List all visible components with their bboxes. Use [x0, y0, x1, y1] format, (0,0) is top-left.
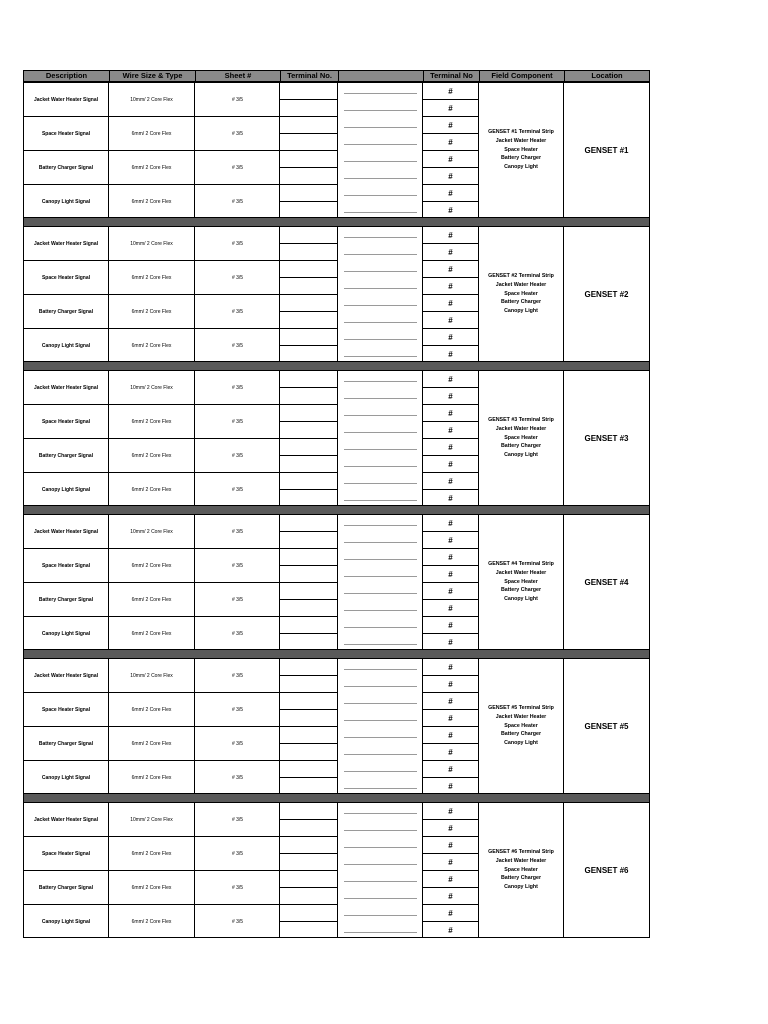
terminal-number-mark: #	[448, 281, 453, 291]
terminal-number-mark: #	[448, 86, 453, 96]
terminal-number-mark: #	[448, 586, 453, 596]
terminal-subdivider	[280, 260, 338, 261]
field-component-cell	[479, 659, 563, 793]
terminal-subdivider	[280, 616, 338, 617]
fill-in-line	[344, 144, 417, 145]
fill-in-line	[344, 322, 417, 323]
row-wire-size: 6mm/ 2 Core Flex	[131, 452, 172, 459]
terminal-number-mark: #	[448, 154, 453, 164]
header-location: Location	[564, 71, 649, 81]
row-sheet-number: # 3/5	[231, 528, 244, 535]
terminal-number-mark: #	[448, 552, 453, 562]
fill-in-line	[344, 737, 417, 738]
field-component-cell	[479, 227, 563, 361]
field-component-line: Space Heater	[504, 146, 538, 153]
location-cell: GENSET #2	[584, 289, 629, 299]
terminal-subdivider	[280, 438, 338, 439]
row-description: Jacket Water Heater Signal	[33, 816, 98, 823]
fill-in-line	[344, 754, 417, 755]
terminal-subdivider	[280, 472, 338, 473]
row-wire-size: 10mm/ 2 Core Flex	[130, 672, 173, 679]
row-wire-size: 6mm/ 2 Core Flex	[131, 706, 172, 713]
terminal-number-mark: #	[448, 103, 453, 113]
row-sheet-number: # 3/5	[231, 198, 244, 205]
block-separator	[23, 794, 650, 802]
row-description: Jacket Water Heater Signal	[33, 672, 98, 679]
terminal-subdivider	[280, 921, 338, 922]
row-wire-size: 6mm/ 2 Core Flex	[131, 562, 172, 569]
header-terminal-no-left: Terminal No.	[280, 71, 338, 81]
row-wire-size: 6mm/ 2 Core Flex	[131, 774, 172, 781]
field-component-line: GENSET #1 Terminal Strip	[488, 129, 554, 135]
terminal-number-mark: #	[448, 425, 453, 435]
field-component-line: Canopy Light	[504, 164, 538, 171]
row-sheet-number: # 3/5	[231, 96, 244, 103]
fill-in-line	[344, 788, 417, 789]
terminal-subdivider	[280, 387, 338, 388]
terminal-subdivider	[280, 836, 338, 837]
terminal-subdivider	[280, 116, 338, 117]
terminal-number-mark: #	[448, 391, 453, 401]
row-sheet-number: # 3/5	[231, 452, 244, 459]
terminal-number-mark: #	[448, 408, 453, 418]
terminal-number-mark: #	[448, 188, 453, 198]
fill-in-line	[344, 686, 417, 687]
terminal-subdivider	[280, 870, 338, 871]
fill-in-line	[344, 864, 417, 865]
field-component-line: Jacket Water Heater	[495, 857, 547, 864]
field-component-cell	[479, 83, 563, 217]
fill-in-line	[344, 525, 417, 526]
row-wire-size: 6mm/ 2 Core Flex	[131, 630, 172, 637]
row-wire-size: 6mm/ 2 Core Flex	[131, 918, 172, 925]
terminal-number-mark: #	[448, 857, 453, 867]
terminal-subdivider	[280, 489, 338, 490]
field-component-line: Jacket Water Heater	[495, 137, 547, 144]
terminal-number-mark: #	[448, 840, 453, 850]
terminal-subdivider	[280, 675, 338, 676]
field-component-line: Canopy Light	[504, 452, 538, 459]
genset-block	[23, 82, 650, 218]
terminal-subdivider	[280, 455, 338, 456]
fill-in-line	[344, 771, 417, 772]
fill-in-line	[344, 195, 417, 196]
row-sheet-number: # 3/5	[231, 596, 244, 603]
terminal-number-mark: #	[448, 171, 453, 181]
row-sheet-number: # 3/5	[231, 418, 244, 425]
block-separator	[23, 362, 650, 370]
field-component-line: Space Heater	[504, 290, 538, 297]
fill-in-line	[344, 813, 417, 814]
terminal-subdivider	[280, 294, 338, 295]
terminal-schedule-table	[23, 70, 650, 938]
field-component-line: Space Heater	[504, 722, 538, 729]
row-wire-size: 10mm/ 2 Core Flex	[130, 96, 173, 103]
row-wire-size: 6mm/ 2 Core Flex	[131, 308, 172, 315]
row-sheet-number: # 3/5	[231, 774, 244, 781]
row-sheet-number: # 3/5	[231, 850, 244, 857]
row-wire-size: 6mm/ 2 Core Flex	[131, 274, 172, 281]
field-component-line: Battery Charger	[500, 587, 542, 594]
genset-block	[23, 658, 650, 794]
field-component-line: Battery Charger	[500, 299, 542, 306]
fill-in-line	[344, 212, 417, 213]
fill-in-line	[344, 305, 417, 306]
terminal-number-mark: #	[448, 230, 453, 240]
terminal-subdivider	[280, 404, 338, 405]
terminal-number-mark: #	[448, 925, 453, 935]
fill-in-line	[344, 669, 417, 670]
row-wire-size: 6mm/ 2 Core Flex	[131, 130, 172, 137]
fill-in-line	[344, 881, 417, 882]
terminal-number-mark: #	[448, 315, 453, 325]
field-component-cell	[479, 371, 563, 505]
field-component-line: Jacket Water Heater	[495, 569, 547, 576]
header-blank	[338, 71, 423, 81]
field-component-line: GENSET #2 Terminal Strip	[488, 273, 554, 279]
fill-in-line	[344, 466, 417, 467]
terminal-number-mark: #	[448, 349, 453, 359]
fill-in-line	[344, 398, 417, 399]
row-sheet-number: # 3/5	[231, 918, 244, 925]
row-description: Canopy Light Signal	[41, 342, 91, 349]
row-description: Canopy Light Signal	[41, 630, 91, 637]
terminal-number-mark: #	[448, 713, 453, 723]
terminal-number-mark: #	[448, 764, 453, 774]
terminal-subdivider	[280, 277, 338, 278]
terminal-number-mark: #	[448, 662, 453, 672]
fill-in-line	[344, 542, 417, 543]
fill-in-line	[344, 847, 417, 848]
terminal-subdivider	[280, 633, 338, 634]
block-separator	[23, 650, 650, 658]
row-sheet-number: # 3/5	[231, 342, 244, 349]
terminal-number-mark: #	[448, 569, 453, 579]
field-component-line: Space Heater	[504, 578, 538, 585]
row-sheet-number: # 3/5	[231, 384, 244, 391]
terminal-number-mark: #	[448, 298, 453, 308]
terminal-subdivider	[280, 99, 338, 100]
terminal-subdivider	[280, 184, 338, 185]
row-description: Space Heater Signal	[41, 130, 91, 137]
row-sheet-number: # 3/5	[231, 816, 244, 823]
row-description: Space Heater Signal	[41, 706, 91, 713]
row-description: Battery Charger Signal	[38, 884, 94, 891]
terminal-subdivider	[280, 777, 338, 778]
terminal-number-mark: #	[448, 823, 453, 833]
row-sheet-number: # 3/5	[231, 706, 244, 713]
terminal-subdivider	[280, 760, 338, 761]
block-separator	[23, 506, 650, 514]
fill-in-line	[344, 627, 417, 628]
terminal-number-mark: #	[448, 120, 453, 130]
genset-block	[23, 370, 650, 506]
row-description: Canopy Light Signal	[41, 918, 91, 925]
fill-in-line	[344, 288, 417, 289]
block-separator	[23, 218, 650, 226]
row-sheet-number: # 3/5	[231, 562, 244, 569]
row-description: Battery Charger Signal	[38, 164, 94, 171]
row-wire-size: 6mm/ 2 Core Flex	[131, 850, 172, 857]
terminal-number-mark: #	[448, 891, 453, 901]
field-component-line: Battery Charger	[500, 875, 542, 882]
fill-in-line	[344, 720, 417, 721]
genset-block	[23, 226, 650, 362]
row-description: Canopy Light Signal	[41, 486, 91, 493]
row-description: Space Heater Signal	[41, 850, 91, 857]
fill-in-line	[344, 381, 417, 382]
row-description: Jacket Water Heater Signal	[33, 528, 98, 535]
field-component-line: Canopy Light	[504, 308, 538, 315]
header-wire-size: Wire Size & Type	[109, 71, 195, 81]
row-sheet-number: # 3/5	[231, 240, 244, 247]
terminal-number-mark: #	[448, 493, 453, 503]
field-component-line: GENSET #5 Terminal Strip	[488, 705, 554, 711]
terminal-number-mark: #	[448, 374, 453, 384]
terminal-subdivider	[280, 692, 338, 693]
terminal-subdivider	[280, 709, 338, 710]
terminal-subdivider	[280, 565, 338, 566]
row-sheet-number: # 3/5	[231, 130, 244, 137]
row-wire-size: 6mm/ 2 Core Flex	[131, 164, 172, 171]
genset-block	[23, 514, 650, 650]
terminal-subdivider	[280, 743, 338, 744]
terminal-number-mark: #	[448, 908, 453, 918]
terminal-subdivider	[280, 904, 338, 905]
terminal-subdivider	[280, 819, 338, 820]
fill-in-line	[344, 432, 417, 433]
field-component-line: GENSET #4 Terminal Strip	[488, 561, 554, 567]
genset-blocks	[23, 82, 650, 938]
terminal-subdivider	[280, 167, 338, 168]
row-description: Space Heater Signal	[41, 562, 91, 569]
field-component-line: Canopy Light	[504, 596, 538, 603]
fill-in-line	[344, 271, 417, 272]
fill-in-line	[344, 610, 417, 611]
fill-in-line	[344, 178, 417, 179]
field-component-line: Canopy Light	[504, 740, 538, 747]
field-component-line: Jacket Water Heater	[495, 281, 547, 288]
row-description: Space Heater Signal	[41, 418, 91, 425]
field-component-line: Space Heater	[504, 866, 538, 873]
row-description: Canopy Light Signal	[41, 774, 91, 781]
location-cell: GENSET #3	[584, 433, 629, 443]
row-wire-size: 6mm/ 2 Core Flex	[131, 486, 172, 493]
row-wire-size: 6mm/ 2 Core Flex	[131, 884, 172, 891]
fill-in-line	[344, 703, 417, 704]
fill-in-line	[344, 339, 417, 340]
table-header-row	[23, 70, 650, 82]
fill-in-line	[344, 415, 417, 416]
terminal-subdivider	[280, 328, 338, 329]
fill-in-line	[344, 93, 417, 94]
fill-in-line	[344, 483, 417, 484]
row-description: Canopy Light Signal	[41, 198, 91, 205]
row-sheet-number: # 3/5	[231, 274, 244, 281]
fill-in-line	[344, 356, 417, 357]
terminal-subdivider	[280, 201, 338, 202]
terminal-number-mark: #	[448, 535, 453, 545]
terminal-subdivider	[280, 531, 338, 532]
row-sheet-number: # 3/5	[231, 884, 244, 891]
fill-in-line	[344, 500, 417, 501]
terminal-subdivider	[280, 421, 338, 422]
row-wire-size: 6mm/ 2 Core Flex	[131, 596, 172, 603]
terminal-number-mark: #	[448, 476, 453, 486]
terminal-number-mark: #	[448, 459, 453, 469]
terminal-number-mark: #	[448, 518, 453, 528]
row-description: Battery Charger Signal	[38, 308, 94, 315]
fill-in-line	[344, 254, 417, 255]
fill-in-line	[344, 644, 417, 645]
terminal-subdivider	[280, 726, 338, 727]
row-wire-size: 6mm/ 2 Core Flex	[131, 198, 172, 205]
terminal-number-mark: #	[448, 620, 453, 630]
terminal-number-mark: #	[448, 137, 453, 147]
fill-in-line	[344, 915, 417, 916]
row-wire-size: 10mm/ 2 Core Flex	[130, 528, 173, 535]
field-component-line: Jacket Water Heater	[495, 425, 547, 432]
location-cell: GENSET #6	[584, 865, 629, 875]
row-wire-size: 6mm/ 2 Core Flex	[131, 418, 172, 425]
terminal-subdivider	[280, 582, 338, 583]
header-field-component: Field Component	[479, 71, 564, 81]
terminal-subdivider	[280, 133, 338, 134]
location-cell: GENSET #5	[584, 721, 629, 731]
terminal-subdivider	[280, 599, 338, 600]
terminal-number-mark: #	[448, 637, 453, 647]
terminal-subdivider	[280, 548, 338, 549]
field-component-line: Jacket Water Heater	[495, 713, 547, 720]
fill-in-line	[344, 932, 417, 933]
fill-in-line	[344, 237, 417, 238]
row-description: Space Heater Signal	[41, 274, 91, 281]
terminal-subdivider	[280, 345, 338, 346]
terminal-subdivider	[280, 853, 338, 854]
terminal-subdivider	[280, 887, 338, 888]
location-cell: GENSET #1	[584, 145, 629, 155]
terminal-number-mark: #	[448, 442, 453, 452]
terminal-number-mark: #	[448, 247, 453, 257]
field-component-line: Battery Charger	[500, 443, 542, 450]
row-description: Battery Charger Signal	[38, 596, 94, 603]
row-wire-size: 10mm/ 2 Core Flex	[130, 384, 173, 391]
row-wire-size: 6mm/ 2 Core Flex	[131, 342, 172, 349]
field-component-line: Battery Charger	[500, 155, 542, 162]
terminal-number-mark: #	[448, 747, 453, 757]
terminal-number-mark: #	[448, 332, 453, 342]
terminal-number-mark: #	[448, 696, 453, 706]
field-component-line: Battery Charger	[500, 731, 542, 738]
terminal-subdivider	[280, 150, 338, 151]
row-description: Battery Charger Signal	[38, 452, 94, 459]
header-terminal-no-right: Terminal No	[423, 71, 479, 81]
fill-in-line	[344, 593, 417, 594]
terminal-number-mark: #	[448, 806, 453, 816]
terminal-number-mark: #	[448, 781, 453, 791]
terminal-number-mark: #	[448, 264, 453, 274]
terminal-subdivider	[280, 311, 338, 312]
row-wire-size: 6mm/ 2 Core Flex	[131, 740, 172, 747]
fill-in-line	[344, 127, 417, 128]
fill-in-line	[344, 449, 417, 450]
row-wire-size: 10mm/ 2 Core Flex	[130, 240, 173, 247]
row-sheet-number: # 3/5	[231, 308, 244, 315]
terminal-number-mark: #	[448, 730, 453, 740]
terminal-subdivider	[280, 243, 338, 244]
row-sheet-number: # 3/5	[231, 630, 244, 637]
header-sheet: Sheet #	[195, 71, 280, 81]
row-sheet-number: # 3/5	[231, 672, 244, 679]
location-cell: GENSET #4	[584, 577, 629, 587]
row-sheet-number: # 3/5	[231, 486, 244, 493]
terminal-number-mark: #	[448, 679, 453, 689]
fill-in-line	[344, 559, 417, 560]
genset-block	[23, 802, 650, 938]
terminal-number-mark: #	[448, 603, 453, 613]
row-sheet-number: # 3/5	[231, 164, 244, 171]
fill-in-line	[344, 161, 417, 162]
field-component-line: GENSET #6 Terminal Strip	[488, 849, 554, 855]
fill-in-line	[344, 576, 417, 577]
row-sheet-number: # 3/5	[231, 740, 244, 747]
field-component-line: Canopy Light	[504, 884, 538, 891]
row-description: Jacket Water Heater Signal	[33, 96, 98, 103]
field-component-line: GENSET #3 Terminal Strip	[488, 417, 554, 423]
fill-in-line	[344, 830, 417, 831]
field-component-cell	[479, 515, 563, 649]
fill-in-line	[344, 898, 417, 899]
field-component-cell	[479, 803, 563, 937]
row-description: Jacket Water Heater Signal	[33, 384, 98, 391]
terminal-number-mark: #	[448, 205, 453, 215]
row-description: Jacket Water Heater Signal	[33, 240, 98, 247]
row-wire-size: 10mm/ 2 Core Flex	[130, 816, 173, 823]
fill-in-line	[344, 110, 417, 111]
header-description: Description	[45, 71, 88, 80]
row-description: Battery Charger Signal	[38, 740, 94, 747]
field-component-line: Space Heater	[504, 434, 538, 441]
terminal-number-mark: #	[448, 874, 453, 884]
